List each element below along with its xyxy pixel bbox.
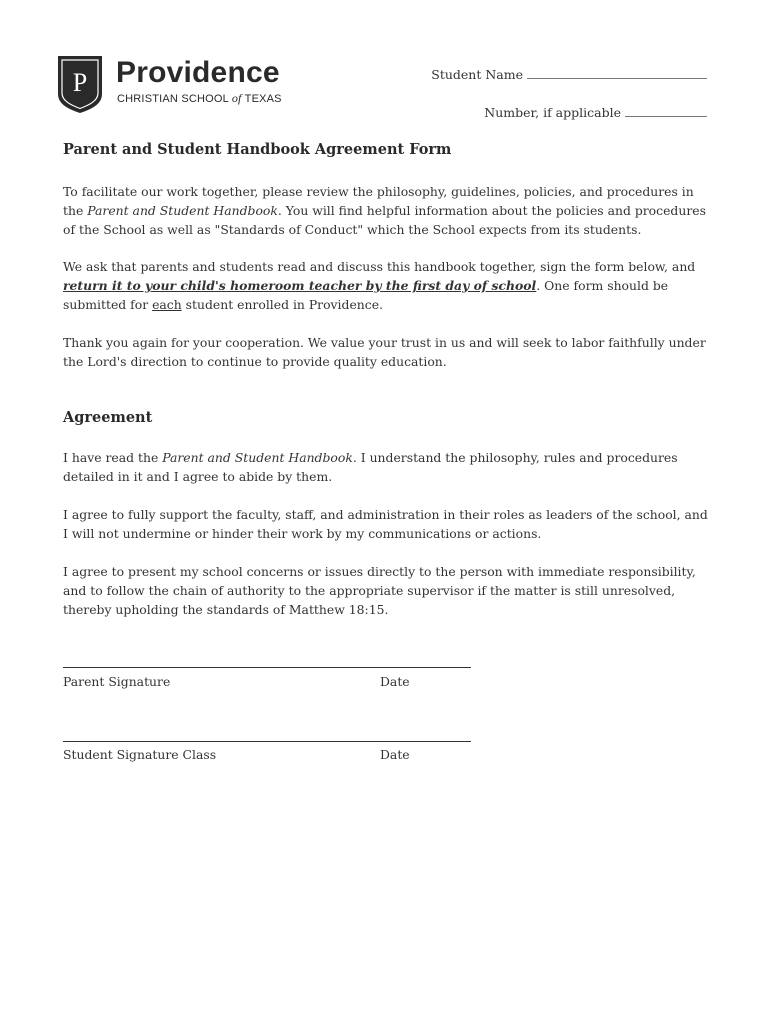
shield-crest-icon (56, 54, 104, 114)
student-name-label: Student Name (431, 67, 523, 82)
parent-signature-label: Parent Signature (63, 674, 171, 689)
student-date-label: Date (380, 747, 410, 762)
student-name-field[interactable] (431, 66, 707, 82)
intro-paragraph: To facilitate our work together, please review the philosophy, guidelines, policies, and procedures in the Parent and Student Handbook. You will find helpful information about the policies and procedures of the School as well as "Standards of Conduct" which the School expects from its students. (63, 184, 706, 237)
agreement-paragraph-1: I have read the Parent and Student Handbook. I understand the philosophy, rules and procedures detailed in it and I agree to abide by them. (63, 450, 678, 484)
agreement-paragraph-3: I agree to present my school concerns or issues directly to the person with immediate responsibility, and to follow the chain of authority to the appropriate supervisor if the matter is still unresolved, thereby upholding the standards of Matthew 18:15. (63, 564, 696, 617)
form-title: Parent and Student Handbook Agreement Form (63, 141, 452, 158)
school-tagline: CHRISTIAN SCHOOL of TEXAS (117, 91, 282, 105)
school-logo (56, 54, 296, 114)
agreement-heading: Agreement (63, 409, 153, 426)
student-signature-line[interactable] (63, 741, 471, 742)
student-name-line[interactable] (527, 66, 707, 79)
instructions-paragraph: We ask that parents and students read and discuss this handbook together, sign the form below, and return it to your child's homeroom teacher by the first day of school. One form should be submitted for each student enrolled in Providence. (63, 259, 696, 312)
parent-signature-line[interactable] (63, 667, 471, 668)
thanks-paragraph: Thank you again for your cooperation. We value your trust in us and will seek to labor faithfully under the Lord's direction to continue to provide quality education. (63, 335, 706, 369)
return-deadline: return it to your child's homeroom teacher by the first day of school (63, 278, 537, 293)
number-label: Number, if applicable (484, 105, 621, 120)
parent-date-label: Date (380, 674, 410, 689)
number-field[interactable] (484, 104, 707, 120)
crest-letter: P (72, 68, 88, 97)
school-name: Providence (116, 56, 280, 89)
agreement-paragraph-2: I agree to fully support the faculty, staff, and administration in their roles as leaders of the school, and I will not undermine or hinder their work by my communications or actions. (63, 507, 708, 541)
student-signature-label: Student Signature Class (63, 747, 217, 762)
number-line[interactable] (625, 104, 707, 117)
